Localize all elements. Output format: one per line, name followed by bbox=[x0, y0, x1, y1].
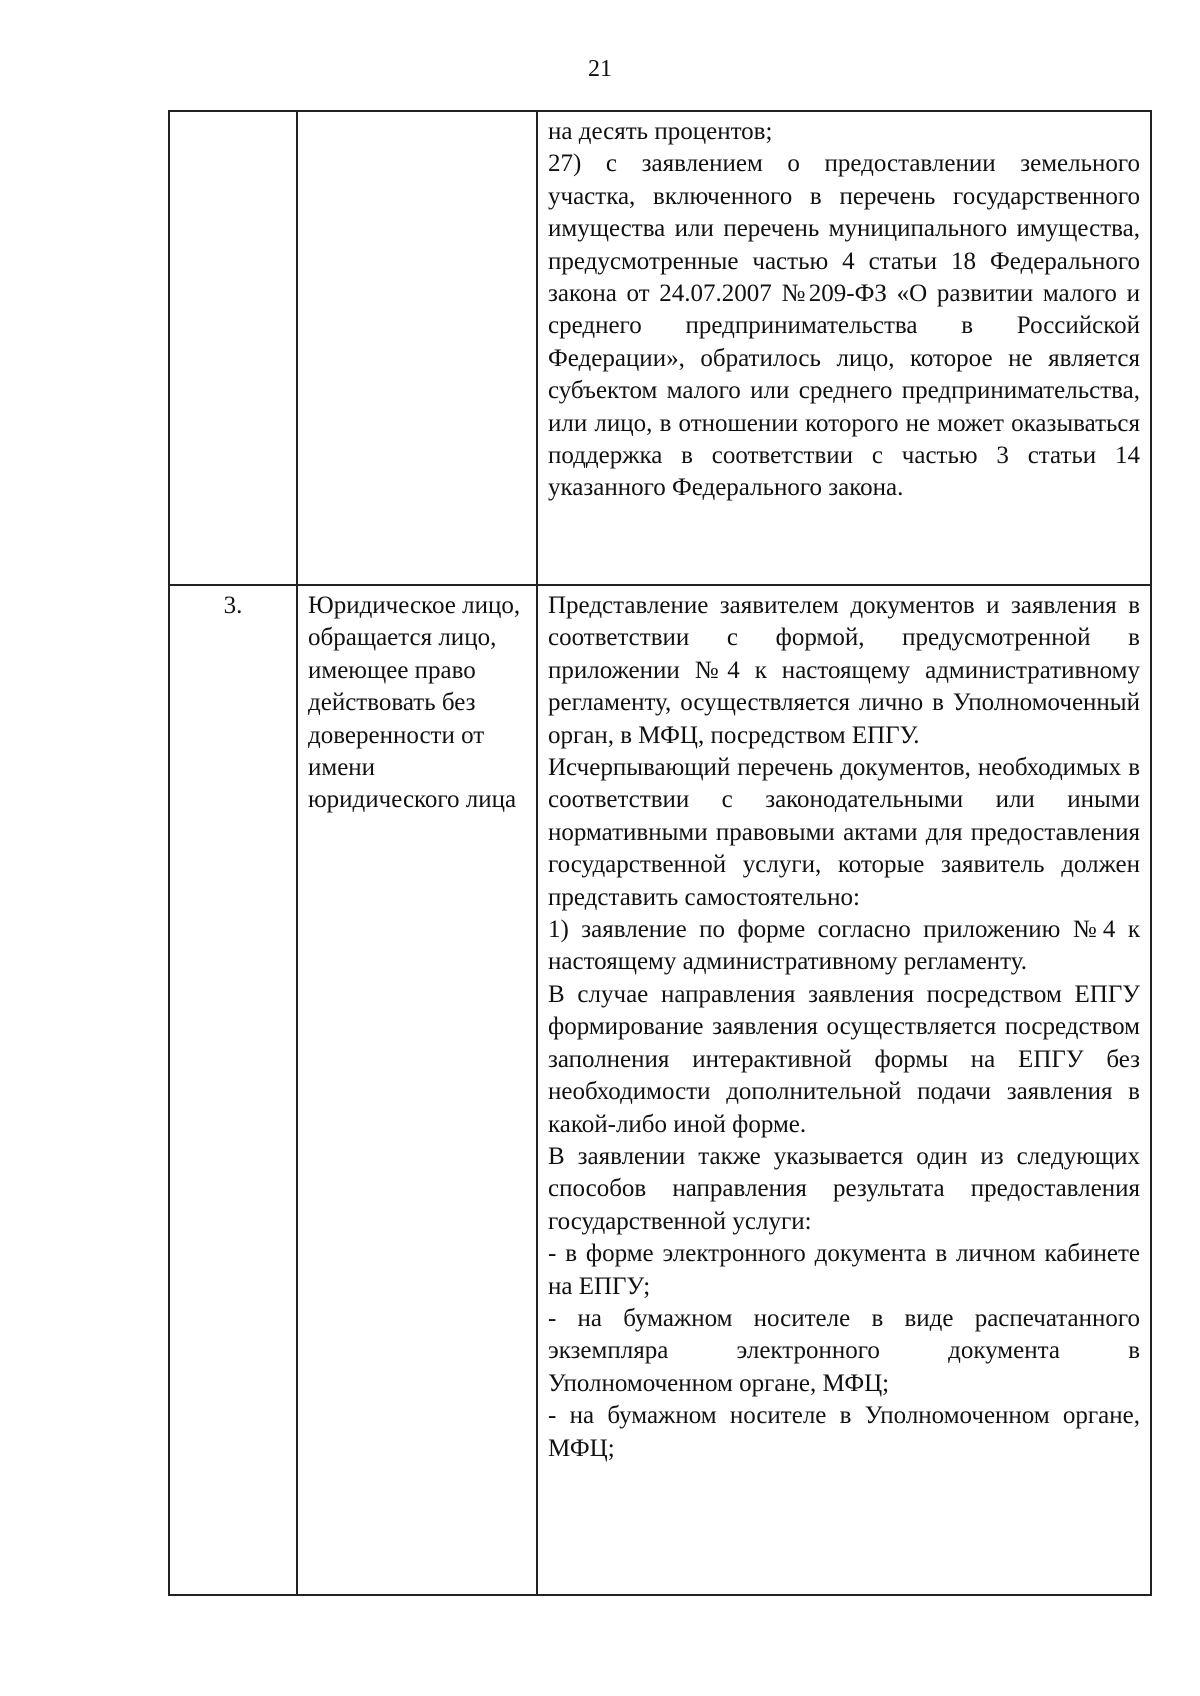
paragraph: В заявлении также указывается один из следующих способов направления результата предоставления государственной услуги: bbox=[548, 1142, 1140, 1235]
table-row bbox=[169, 111, 1151, 585]
paragraph: на десять процентов; bbox=[548, 118, 773, 145]
applicant-category bbox=[297, 111, 537, 585]
paragraph: 1) заявление по форме согласно приложению №4 к настоящему административному регламенту. bbox=[548, 916, 1140, 976]
row-number bbox=[169, 111, 297, 585]
requirements-cell bbox=[537, 111, 1151, 585]
paragraph: 27) с заявлением о предоставлении земельного участка, включенного в перечень государственного имущества или перечень муниципального имущества, предусмотренные частью 4 статьи 18 Федерального закона от 24.07.2007 №209-ФЗ «О развитии малого и среднего предпринимательства в Российской Федерации», обратилось лицо, которое не является субъектом малого или среднего предпринимательства, или лицо, в отношении которого не может оказываться поддержка в соответствии с частью 3 статьи 14 указанного Федерального закона. bbox=[548, 150, 1140, 502]
requirements-cell bbox=[537, 585, 1151, 1595]
applicant-category: Юридическое лицо, обращается лицо, имеющее право действовать без доверенности от имени юридического лица bbox=[297, 585, 537, 1595]
table-row bbox=[169, 585, 1151, 1595]
row-number: 3. bbox=[169, 585, 297, 1595]
paragraph: - в форме электронного документа в личном кабинете на ЕПГУ; bbox=[548, 1240, 1140, 1300]
page-number: 21 bbox=[588, 56, 612, 82]
paragraph: Представление заявителем документов и заявления в соответствии с формой, предусмотренной в приложении №4 к настоящему административному регламенту, осуществляется лично в Уполномоченный орган, в МФЦ, посредством ЕПГУ. bbox=[548, 592, 1140, 749]
paragraph: - на бумажном носителе в виде распечатанного экземпляра электронного документа в Уполномоченном органе, МФЦ; bbox=[548, 1304, 1140, 1397]
document-table bbox=[168, 110, 1152, 1596]
paragraph: Исчерпывающий перечень документов, необходимых в соответствии с законодательными или иными нормативными правовыми актами для предоставления государственной услуги, которые заявитель должен представить самостоятельно: bbox=[548, 754, 1140, 911]
paragraph: В случае направления заявления посредством ЕПГУ формирование заявления осуществляется посредством заполнения интерактивной формы на ЕПГУ без необходимости дополнительной подачи заявления в какой-либо иной форме. bbox=[548, 980, 1140, 1138]
paragraph: - на бумажном носителе в Уполномоченном органе, МФЦ; bbox=[548, 1402, 1140, 1462]
